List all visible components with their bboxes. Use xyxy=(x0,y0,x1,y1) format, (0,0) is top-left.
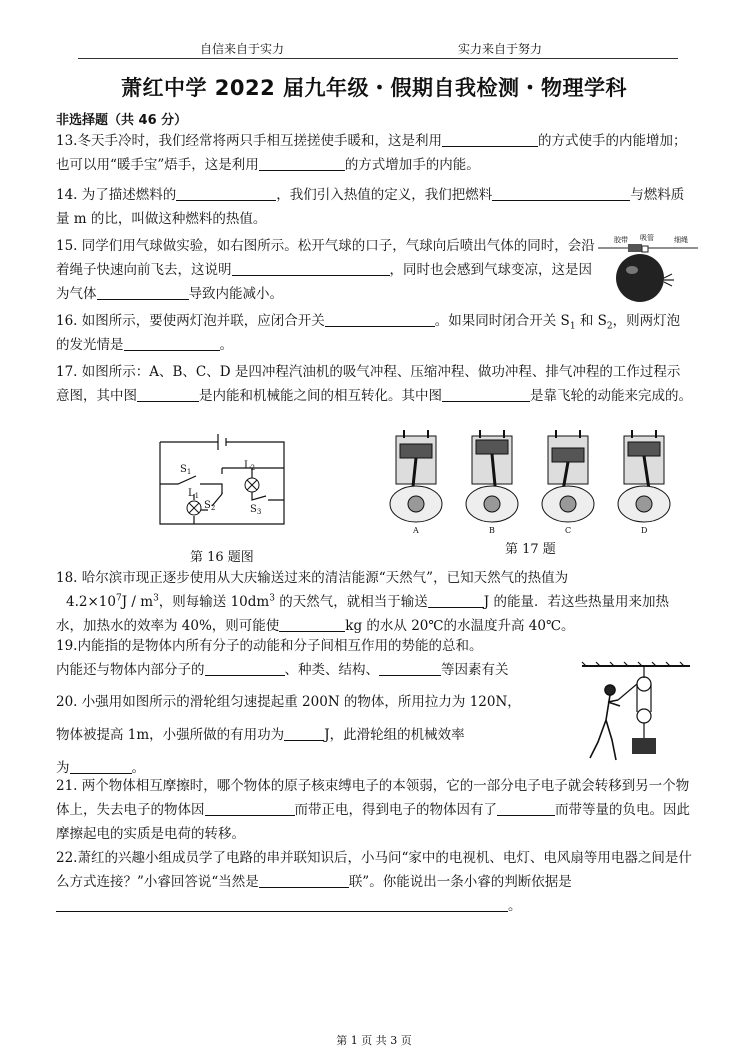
question-19: 19.内能指的是物体内所有分子的动能和分子间相互作用的势能的总和。 内能还与物体内部分子的 、种类、结构、 等因素有关 xyxy=(56,638,509,678)
figure-17-caption: 第 17 题 xyxy=(505,542,556,557)
svg-text:细绳: 细绳 xyxy=(674,236,688,244)
svg-text:L1: $L_1$ xyxy=(188,488,200,500)
engine-d-icon xyxy=(618,430,670,522)
svg-text:L2: $L_2$ xyxy=(244,460,256,472)
svg-text:A: A xyxy=(413,526,419,535)
tape-icon xyxy=(628,244,642,252)
engine-a-icon xyxy=(390,430,442,522)
answer-blank[interactable] xyxy=(325,312,435,327)
answer-blank[interactable] xyxy=(97,285,189,300)
answer-blank[interactable] xyxy=(284,726,324,741)
answer-blank[interactable] xyxy=(259,873,349,888)
answer-blank[interactable] xyxy=(56,897,508,912)
answer-blank[interactable] xyxy=(176,186,276,201)
svg-text:D: D xyxy=(641,526,648,535)
svg-text:S2: $S_2$ xyxy=(204,500,216,512)
answer-blank[interactable] xyxy=(124,336,220,351)
header-left: 自信来自于实力 xyxy=(200,42,285,56)
answer-blank[interactable] xyxy=(492,186,630,201)
question-15: 15. 同学们用气球做实验，如右图所示。松开气球的口子，气球向后喷出气体的同时，会沿着绳子快速向前飞去，这说明 ，同时也会感到气球变凉，这是因为气体 导致内能减小。 xyxy=(56,238,595,302)
answer-blank[interactable] xyxy=(205,661,285,676)
answer-blank[interactable] xyxy=(379,661,441,676)
svg-text:C: C xyxy=(565,526,572,535)
movable-pulley-icon xyxy=(637,709,651,723)
person-icon xyxy=(590,685,620,760)
answer-blank[interactable] xyxy=(442,132,538,147)
question-22: 22.萧红的兴趣小组成员学了电路的串并联知识后，小马问“家中的电视机、电灯、电风扇等用电器之间是什么方式连接？”小睿回答说“当然是 联”。你能说出一条小睿的判断依据是。 xyxy=(56,850,692,914)
header-right: 实力来自于努力 xyxy=(458,42,543,56)
balloon-figure xyxy=(598,234,698,306)
question-14: 14. 为了描述燃料的 ，我们引入热值的定义，我们把燃料 与燃料质量 m 的比，叫做这种燃料的热值。 xyxy=(56,187,685,227)
question-16: 16. 如图所示，要使两灯泡并联，应闭合开关 。如果同时闭合开关 $S_1$ 和 $S_2$，则两灯泡的发光情是 。 xyxy=(56,313,681,353)
question-17: 17. 如图所示：A、B、C、D 是四冲程汽油机的吸气冲程、压缩冲程、做功冲程、排气冲程的工作过程示意图，其中图 是内能和机械能之间的相互转化。其中图 是靠飞轮的动能来完成的。 xyxy=(56,364,692,404)
question-21: 21. 两个物体相互摩擦时，哪个物体的原子核束缚电子的本领弱，它的一部分电子电子就会转移到另一个物体上，失去电子的物体因 而带正电，得到电子的物体因有了 而带等量的负电。因此摩擦起电的实质是电荷的转移。 xyxy=(56,778,690,842)
question-18: 18. 哈尔滨市现正逐步使用从大庆输送过来的清洁能源“天然气”，已知天然气的热值为 $4.2\times 10^7J / m^3$，则每输送 $10dm^3$ 的天然气，就相当于输送 J 的能量．若这些热量用来加热水，加热水的效率为 40%，则可能使 kg 的水从 20℃的水温度升高 40℃。 xyxy=(56,570,669,634)
answer-blank[interactable] xyxy=(259,156,345,171)
fixed-pulley-icon xyxy=(637,677,651,691)
figure-16-caption: 第 16 题图 xyxy=(190,550,254,565)
svg-text:S1: $S_1$ xyxy=(180,464,192,476)
answer-blank[interactable] xyxy=(497,801,555,816)
answer-blank[interactable] xyxy=(279,617,345,632)
answer-blank[interactable] xyxy=(137,387,199,402)
circuit-diagram xyxy=(150,428,300,536)
balloon-icon xyxy=(616,254,664,302)
answer-blank[interactable] xyxy=(232,261,390,276)
svg-text:胶带: 胶带 xyxy=(614,236,628,244)
answer-blank[interactable] xyxy=(70,759,132,774)
engine-strokes-figure xyxy=(378,426,678,538)
answer-blank[interactable] xyxy=(442,387,530,402)
question-13: 13.冬天手冷时，我们经常将两只手相互搓搓使手暖和，这是利用 的方式使手的内能增加；也可以用“暖手宝”焐手，这是利用 的方式增加手的内能。 xyxy=(56,133,687,173)
pulley-figure xyxy=(580,660,692,770)
engine-b-icon xyxy=(466,430,518,522)
svg-text:B: B xyxy=(489,526,495,535)
svg-text:吸管: 吸管 xyxy=(640,234,654,242)
section-heading: 非选择题（共 46 分） xyxy=(56,113,188,128)
page-title: 萧红中学 2022 届九年级・假期自我检测・物理学科 xyxy=(120,76,628,100)
page-footer: 第 1 页 共 3 页 xyxy=(336,1034,412,1047)
question-20: 20. 小强用如图所示的滑轮组匀速提起重 200N 的物体，所用拉力为 120N， 物体被提高 1m，小强所做的有用功为 J，此滑轮组的机械效率 为 。 xyxy=(56,694,521,776)
answer-blank[interactable] xyxy=(205,801,295,816)
engine-c-icon xyxy=(542,430,594,522)
svg-text:S3: $S_3$ xyxy=(250,504,262,516)
answer-blank[interactable] xyxy=(428,593,484,608)
header-rule xyxy=(78,58,678,59)
load-block-icon xyxy=(632,738,656,754)
